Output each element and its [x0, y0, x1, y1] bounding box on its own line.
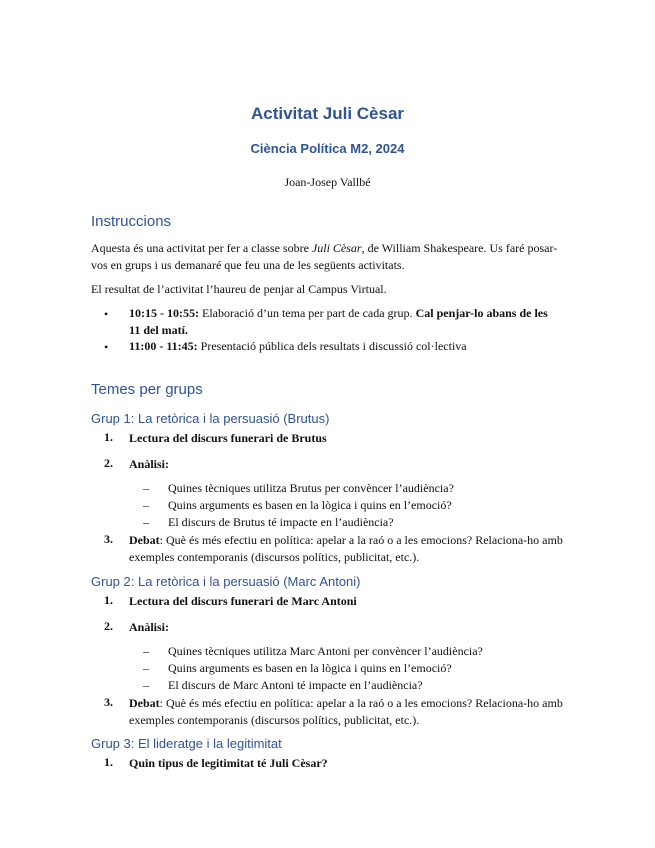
group-1-question-2: Quins arguments es basen en la lògica i quins en l’emoció?	[168, 498, 452, 512]
group-1-item-1: Lectura del discurs funerari de Brutus	[129, 431, 327, 445]
list-number: 2.	[104, 456, 113, 470]
topics-heading: Temes per grups	[91, 381, 203, 398]
group-2-item-1: Lectura del discurs funerari de Marc Antoni	[129, 594, 357, 608]
group-2-item-2: Anàlisi:	[129, 620, 170, 634]
dash-marker: –	[143, 498, 149, 512]
group-1-title: Grup 1: La retòrica i la persuasió (Brutus)	[91, 411, 330, 426]
schedule-item-1: 10:15 - 10:55: Elaboració d’un tema per part de cada grup. Cal penjar-lo abans de les 11 del matí.	[129, 306, 548, 337]
group-2-question-1: Quines tècniques utilitza Marc Antoni per convèncer l’audiència?	[168, 644, 483, 658]
group-2-question-3: El discurs de Marc Antoni té impacte en l’audiència?	[168, 678, 423, 692]
group-3-item-1: Quin tipus de legitimitat té Juli Cèsar?	[129, 756, 328, 770]
list-number: 2.	[104, 619, 113, 633]
list-number: 3.	[104, 695, 113, 709]
list-number: 1.	[104, 430, 113, 444]
schedule-item-2: 11:00 - 11:45: Presentació pública dels resultats i discussió col·lectiva	[129, 339, 467, 353]
group-2-title: Grup 2: La retòrica i la persuasió (Marc Antoni)	[91, 574, 361, 589]
document-title: Activitat Juli Cèsar	[250, 104, 405, 123]
group-1-item-3: Debat: Què és més efectiu en política: apelar a la raó o a les emocions? Relaciona-ho amb exemples contemporanis (discursos polítics, publicitat, etc.).	[129, 533, 563, 564]
group-1-item-2: Anàlisi:	[129, 457, 170, 471]
bullet-marker: •	[104, 307, 109, 321]
instructions-paragraph-1: Aquesta és una activitat per fer a classe sobre Juli Cèsar, de William Shakespeare. Us faré posar-vos en grups i us demanaré que feu una de les següents activitats.	[91, 241, 558, 272]
group-1-question-1: Quines tècniques utilitza Brutus per convèncer l’audiència?	[168, 481, 454, 495]
list-number: 1.	[104, 593, 113, 607]
group-3-title: Grup 3: El lideratge i la legitimitat	[91, 736, 282, 751]
group-2-item-3: Debat: Què és més efectiu en política: apelar a la raó o a les emocions? Relaciona-ho amb exemples contemporanis (discursos polítics, publicitat, etc.).	[129, 696, 563, 727]
instructions-heading: Instruccions	[91, 213, 172, 230]
document-author: Joan-Josep Vallbé	[284, 175, 371, 189]
list-number: 3.	[104, 532, 113, 546]
dash-marker: –	[143, 678, 149, 692]
instructions-paragraph-2: El resultat de l’activitat l’haureu de penjar al Campus Virtual.	[91, 282, 387, 296]
dash-marker: –	[143, 515, 149, 529]
dash-marker: –	[143, 481, 149, 495]
list-number: 1.	[104, 755, 113, 769]
group-1-question-3: El discurs de Brutus té impacte en l’audiència?	[168, 515, 394, 529]
document-subtitle: Ciència Política M2, 2024	[250, 141, 405, 156]
dash-marker: –	[143, 644, 149, 658]
bullet-marker: •	[104, 340, 109, 354]
group-2-question-2: Quins arguments es basen en la lògica i quins en l’emoció?	[168, 661, 452, 675]
dash-marker: –	[143, 661, 149, 675]
